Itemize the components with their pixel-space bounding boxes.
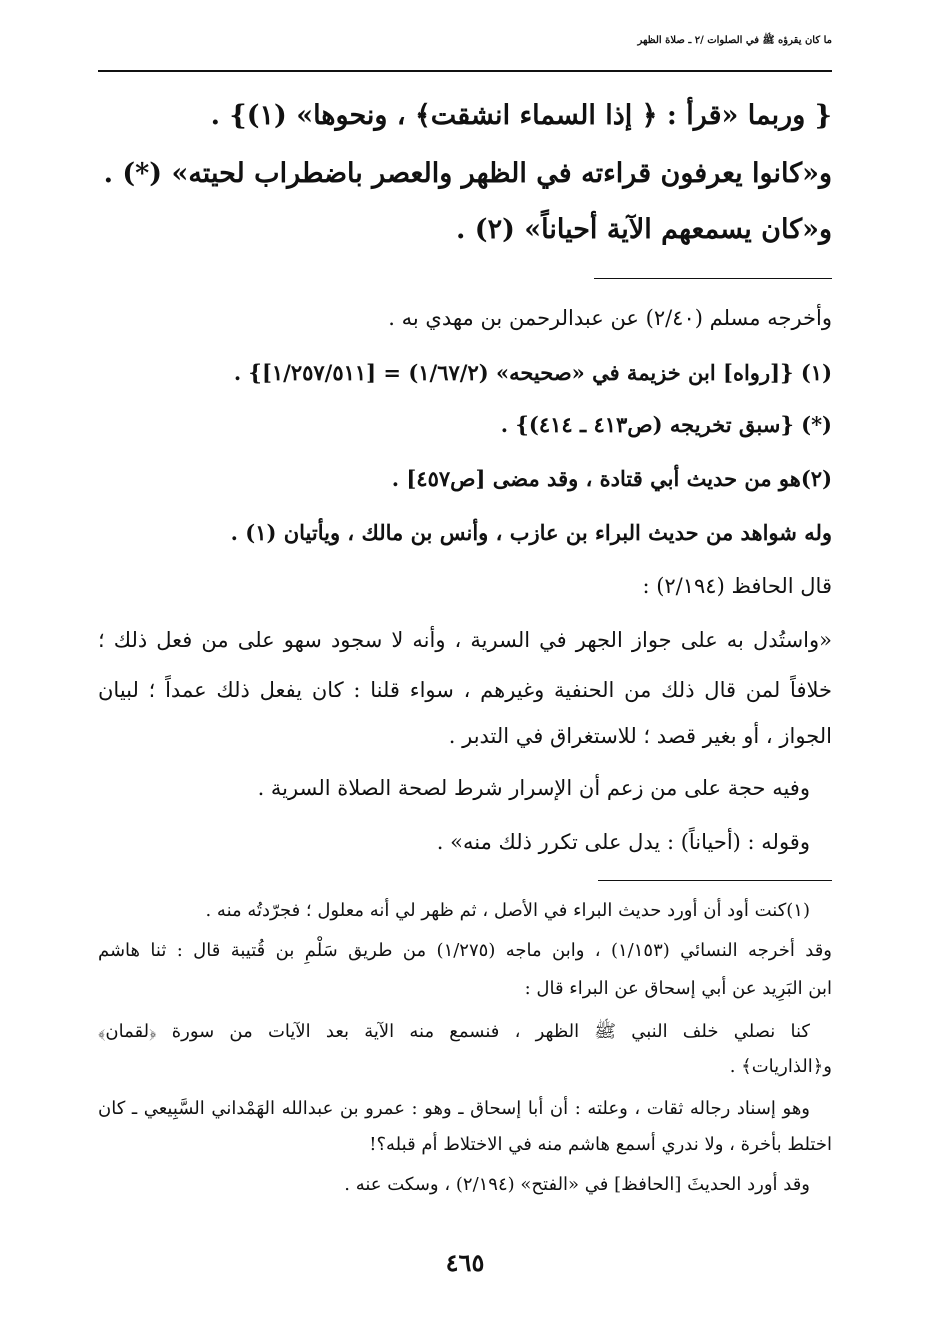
- footnote-line-8: وقد أورد الحديثَ [الحافظ] في «الفتح» (٢/١٩٤) ، وسكت عنه .: [344, 1174, 810, 1195]
- main-line-1: { وربما «قرأ : ﴿ إذا السماء انشقت﴾ ، ونحوها» (١)} .: [210, 100, 832, 131]
- note-line-8: خلافاً لمن قال ذلك من الحنفية وغيرهم ، سواء قلنا : كان يفعل ذلك عمداً ؛ لبيان: [98, 678, 832, 702]
- note-line-5: وله شواهد من حديث البراء بن عازب ، وأنس بن مالك ، ويأتيان (١) .: [230, 520, 832, 545]
- note-line-4: (٢)هو من حديث أبي قتادة ، وقد مضى [ص٤٥٧] .: [391, 466, 832, 491]
- running-header: ما كان يقرؤه ﷺ في الصلوات /٢ ـ صلاة الظهر: [637, 35, 832, 46]
- footnote-line-6: وهو إسناد رجاله ثقات ، وعلته : أن أبا إسحاق ـ وهو : عمرو بن عبدالله الهَمْداني السَّبِيعي ـ كان: [98, 1098, 810, 1119]
- page-number: ٤٦٥: [445, 1248, 485, 1277]
- footnote-line-7: اختلط بأخرة ، ولا ندري أسمع هاشم منه في الاختلاط أم قبله؟!: [369, 1134, 832, 1155]
- footnote-line-2: وقد أخرجه النسائي (١/١٥٣) ، وابن ماجه (١/٢٧٥) من طريق سَلْمِ بن قُتيبة قال : ثنا هاشم: [98, 940, 832, 961]
- footnote-line-1: (١)كنت أود أن أورد حديث البراء في الأصل ، ثم ظهر لي أنه معلول ؛ فجرّدتُه منه .: [205, 900, 810, 921]
- note-line-6: قال الحافظ (٢/١٩٤) :: [642, 574, 832, 598]
- note-line-3: (*) {سبق تخريجه (ص٤١٣ ـ ٤١٤)} .: [500, 412, 832, 437]
- note-line-10: وفيه حجة على من زعم أن الإسرار شرط لصحة الصلاة السرية .: [257, 776, 810, 800]
- main-line-3: و«كان يسمعهم الآية أحياناً» (٢) .: [455, 214, 832, 245]
- note-line-7: «واستُدل به على جواز الجهر في السرية ، وأنه لا سجود سهو على من فعل ذلك ؛: [98, 628, 832, 652]
- footnote-line-5: و﴿الذاريات﴾ .: [729, 1056, 832, 1077]
- header-rule: [98, 70, 832, 72]
- footnote-line-4: كنا نصلي خلف النبي ﷺ الظهر ، فنسمع منه الآية بعد الآيات من سورة ﴿لقمان﴾: [98, 1021, 810, 1042]
- note-line-1: وأخرجه مسلم (٢/٤٠) عن عبدالرحمن بن مهدي به .: [388, 306, 832, 330]
- footnote-separator: [598, 880, 832, 881]
- note-line-11: وقوله : (أحياناً) : يدل على تكرر ذلك منه» .: [436, 830, 810, 854]
- note-line-2: (١) {[رواه] ابن خزيمة في «صحيحه» (١/٦٧/٢) = [١/٢٥٧/٥١١]} .: [233, 360, 832, 385]
- note-line-9: الجواز ، أو بغير قصد ؛ للاستغراق في التدبر .: [448, 724, 832, 748]
- main-line-2: و«كانوا يعرفون قراءته في الظهر والعصر باضطراب لحيته» (*) .: [103, 158, 832, 189]
- footnote-line-3: ابن البَرِيد عن أبي إسحاق عن البراء قال :: [524, 978, 832, 999]
- notes-separator: [594, 278, 832, 279]
